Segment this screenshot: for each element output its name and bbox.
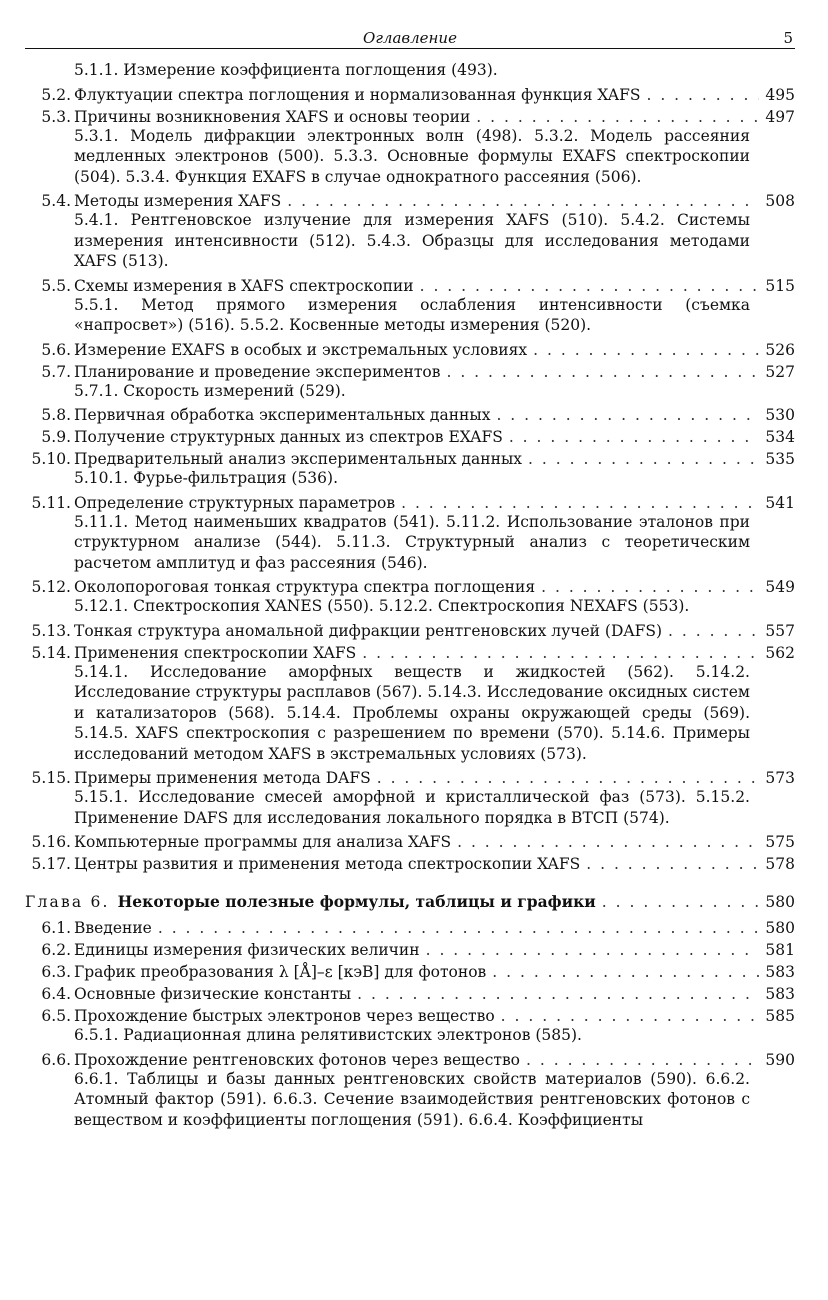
toc-entry[interactable] (25, 426, 795, 448)
toc-entry[interactable] (25, 917, 795, 939)
toc-entry-number: 5.9. (41, 428, 71, 446)
toc-entry[interactable] (25, 190, 795, 212)
toc-entry-number: 6.3. (41, 963, 71, 981)
toc-entry-page: 497 (765, 107, 795, 126)
toc-entry-title: Первичная обработка экспериментальных данных (74, 406, 491, 424)
toc-entry-page: 534 (765, 428, 795, 446)
dot-leader (541, 576, 759, 598)
dot-leader (501, 1005, 759, 1027)
toc-entry-page: 578 (765, 855, 795, 873)
toc-entry[interactable] (25, 492, 795, 514)
toc-entry-title: Методы измерения XAFS (74, 192, 282, 210)
dot-leader (586, 853, 759, 875)
dot-leader (446, 361, 759, 383)
toc-entry[interactable] (25, 983, 795, 1005)
toc-entry-title: Применения спектроскопии XAFS (74, 643, 357, 662)
dot-leader (668, 620, 759, 642)
toc-entry-title: Прохождение быстрых электронов через вещество (74, 1007, 495, 1025)
chapter-heading[interactable] (25, 891, 795, 913)
toc-entry-page: 508 (765, 192, 795, 210)
toc-entry-page: 575 (765, 833, 795, 851)
toc-entry-page: 526 (765, 340, 795, 359)
toc-entry-number: 6.5. (41, 1007, 71, 1025)
toc-entry-title: Околопороговая тонкая структура спектра поглощения (74, 578, 536, 596)
dot-leader (362, 642, 759, 664)
dot-leader (420, 275, 759, 297)
toc-subsection-list: 5.11.1. Метод наименьших квадратов (541). 5.11.2. Использование эталонов при структурном анализе (544). 5.11.3. Структурный анализ с теоретическим расчетом амплитуд и фаз рассеяния (546). (74, 512, 750, 572)
toc-entry-number: 5.2. (41, 85, 71, 104)
dot-leader (426, 939, 759, 961)
toc-subsection-list: 5.5.1. Метод прямого измерения ослабления интенсивности (съемка «напросвет») (516). 5.5.2. Косвенные методы измерения (520). (74, 295, 750, 334)
toc-entry[interactable] (25, 853, 795, 875)
toc-entry[interactable] (25, 576, 795, 598)
toc-entry-number: 5.12. (31, 578, 71, 596)
chapter-page: 580 (765, 893, 795, 911)
dot-leader (158, 917, 759, 939)
toc-entry-title: Флуктуации спектра поглощения и нормализованная функция XAFS (74, 85, 641, 104)
toc-entry-page: 562 (765, 643, 795, 662)
toc-entry-page: 583 (765, 963, 795, 981)
toc-entry-number: 6.1. (41, 919, 71, 937)
toc-entry-number: 5.10. (31, 450, 71, 468)
toc-entry-page: 580 (765, 919, 795, 937)
toc-subsection-list: 6.5.1. Радиационная длина релятивистских электронов (585). (74, 1026, 582, 1044)
toc-entry[interactable] (25, 106, 795, 128)
toc-entry-page: 515 (765, 276, 795, 295)
dot-leader (533, 339, 759, 361)
toc-entry-number: 5.6. (41, 340, 71, 359)
toc-entry-title: Основные физические константы (74, 985, 352, 1003)
toc-entry-page: 530 (765, 406, 795, 424)
toc-subsection-list: 5.15.1. Исследование смесей аморфной и кристаллической фаз (573). 5.15.2. Применение DAFS для исследования локального порядка в ВТСП (574). (74, 788, 750, 827)
dot-leader (496, 404, 759, 426)
toc-entry[interactable] (25, 620, 795, 642)
toc-entry-number: 5.15. (31, 769, 71, 787)
dot-leader (646, 84, 759, 106)
chapter-title: Некоторые полезные формулы, таблицы и графики (117, 892, 596, 911)
header-page-number: 5 (783, 29, 793, 47)
toc-entry-title: Тонкая структура аномальной дифракции рентгеновских лучей (DAFS) (74, 621, 663, 640)
toc-subsection-list: 5.4.1. Рентгеновское излучение для измерения XAFS (510). 5.4.2. Системы измерения интенсивности (512). 5.4.3. Образцы для исследования методами XAFS (513). (74, 211, 750, 270)
toc-entry[interactable] (25, 275, 795, 297)
dot-leader (476, 106, 759, 128)
toc-entry-title: Единицы измерения физических величин (74, 941, 420, 959)
toc-entry-number: 6.2. (41, 941, 71, 959)
toc-entry-page: 541 (765, 493, 795, 512)
toc-entry-number: 5.11. (31, 493, 71, 512)
toc-entry[interactable] (25, 642, 795, 664)
toc-entry-number: 5.17. (31, 855, 71, 873)
toc-entry-title: Примеры применения метода DAFS (74, 769, 371, 787)
toc-entry-page: 585 (765, 1007, 795, 1025)
toc-entry-title: Получение структурных данных из спектров EXAFS (74, 428, 503, 446)
dot-leader (457, 831, 759, 853)
toc-entry-number: 5.13. (31, 621, 71, 640)
toc-entry-number: 6.4. (41, 985, 71, 1003)
toc-entry-title: Измерение EXAFS в особых и экстремальных условиях (74, 340, 528, 359)
dot-leader (528, 448, 759, 470)
toc-entry[interactable] (25, 961, 795, 983)
toc-entry-title: Схемы измерения в XAFS спектроскопии (74, 276, 414, 295)
toc-entry-page: 573 (765, 769, 795, 787)
toc-entry-number: 5.8. (41, 406, 71, 424)
toc-subsection-list: 5.7.1. Скорость измерений (529). (74, 381, 346, 400)
toc-entry-page: 535 (765, 450, 795, 468)
toc-entry-number: 5.4. (41, 192, 71, 210)
toc-entry-number: 6.6. (41, 1050, 71, 1069)
toc-subsection-list: 5.14.1. Исследование аморфных веществ и жидкостей (562). 5.14.2. Исследование структуры расплавов (567). 5.14.3. Исследование оксидных систем и катализаторов (568). 5.14.4. Проблемы охраны окружающей среды (569). 5.14.5. XAFS спектроскопия с разрешением по времени (570). 5.14.6. Примеры исследований методом XAFS в экстремальных условиях (573). (74, 662, 750, 763)
toc-entry[interactable] (25, 339, 795, 361)
chapter-label: Глава 6. (25, 893, 110, 911)
toc-entry[interactable] (25, 448, 795, 470)
toc-entry[interactable] (25, 1049, 795, 1071)
toc-entry-number: 5.5. (41, 276, 71, 295)
toc-entry-title: Компьютерные программы для анализа XAFS (74, 833, 452, 851)
toc-entry-title: Введение (74, 919, 152, 937)
toc-entry-number: 5.14. (31, 643, 71, 662)
toc-entry-title: Планирование и проведение экспериментов (74, 362, 441, 381)
toc-subsection-list: 5.12.1. Спектроскопия XANES (550). 5.12.2. Спектроскопия NEXAFS (553). (74, 597, 690, 615)
toc-subsection-list: 5.3.1. Модель дифракции электронных волн (498). 5.3.2. Модель рассеяния медленных электронов (500). 5.3.3. Основные формулы EXAFS спектроскопии (504). 5.3.4. Функция EXAFS в случае однократного рассеяния (506). (74, 126, 750, 186)
toc-entry-title: Прохождение рентгеновских фотонов через вещество (74, 1050, 521, 1069)
toc-entry[interactable] (25, 84, 795, 106)
toc-entry-title: Центры развития и применения метода спектроскопии XAFS (74, 855, 581, 873)
toc-entry-page: 549 (765, 578, 795, 596)
toc-entry-title: Причины возникновения XAFS и основы теории (74, 107, 471, 126)
toc-entry[interactable] (25, 939, 795, 961)
toc-entry[interactable] (25, 831, 795, 853)
dot-leader (357, 983, 759, 1005)
toc-entry-title: Предварительный анализ экспериментальных данных (74, 450, 523, 468)
dot-leader (509, 426, 759, 448)
toc-entry-title: График преобразования λ [Å]–ε [кэВ] для фотонов (74, 963, 487, 981)
toc-subsection-list: 5.10.1. Фурье-фильтрация (536). (74, 469, 339, 487)
toc-entry[interactable] (25, 361, 795, 383)
running-header (25, 20, 795, 49)
toc-entry-number: 5.3. (41, 107, 71, 126)
toc-entry-page: 527 (765, 362, 795, 381)
toc-entry[interactable] (25, 404, 795, 426)
toc-entry-page: 590 (765, 1050, 795, 1069)
toc-entry-number: 5.16. (31, 833, 71, 851)
table-of-contents (25, 60, 795, 1133)
toc-subsection-list: 5.1.1. Измерение коэффициента поглощения (493). (74, 61, 498, 79)
dot-leader (492, 961, 759, 983)
dot-leader (287, 190, 759, 212)
dot-leader (526, 1049, 759, 1071)
dot-leader (602, 891, 759, 913)
header-title: Оглавление (363, 29, 457, 47)
toc-entry[interactable] (25, 767, 795, 789)
toc-entry-page: 495 (765, 85, 795, 104)
toc-subsection-list: 6.6.1. Таблицы и базы данных рентгеновских свойств материалов (590). 6.6.2. Атомный фактор (591). 6.6.3. Сечение взаимодействия рентгеновских фотонов с веществом и коэффициенты поглощения (591). 6.6.4. Коэффициенты (74, 1069, 750, 1129)
toc-entry-page: 557 (765, 621, 795, 640)
toc-entry-title: Определение структурных параметров (74, 493, 396, 512)
toc-entry[interactable] (25, 1005, 795, 1027)
dot-leader (377, 767, 759, 789)
toc-entry-number: 5.7. (41, 362, 71, 381)
dot-leader (401, 492, 759, 514)
toc-entry-page: 583 (765, 985, 795, 1003)
toc-entry-page: 581 (765, 941, 795, 959)
